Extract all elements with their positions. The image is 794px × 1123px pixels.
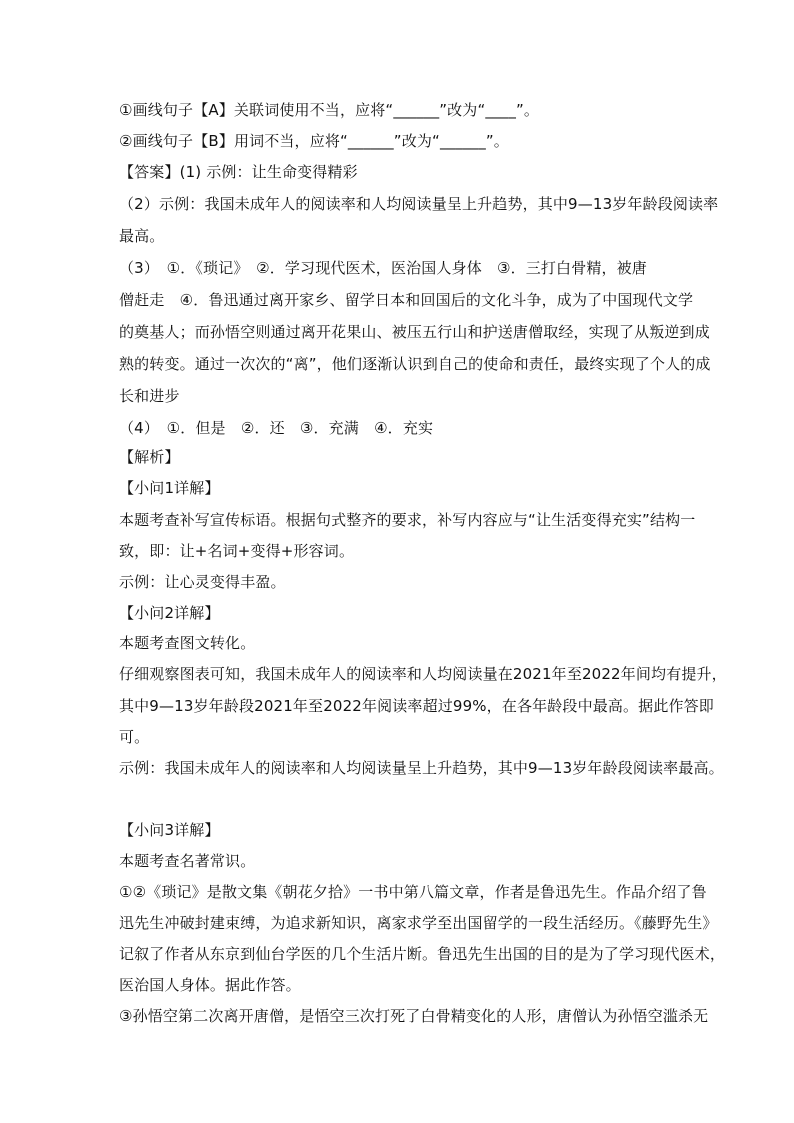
answer-3-line-4: 熟的转变。通过一次次的“离”，他们逐渐认识到自己的使命和责任，最终实现了个人的成 — [119, 355, 711, 373]
answer-4-line: （4） ①．但是 ②．还 ③．充满 ④．充实 — [119, 419, 434, 437]
subquestion-1-line-1: 本题考查补写宣传标语。根据句式整齐的要求，补写内容应与“让生活变得充实”结构一 — [119, 511, 696, 529]
subquestion-2-line-4: 可。 — [119, 728, 150, 746]
answer-2-line-2: 最高。 — [119, 227, 165, 245]
answer-3-line-5: 长和进步 — [119, 387, 180, 405]
subquestion-3-line-3: 迅先生冲破封建束缚，为追求新知识，离家求学至出国留学的一段生活经历。《藤野先生》 — [119, 914, 718, 932]
question-part-b: ②画线句子【B】用词不当，应将“______”改为“______”。 — [119, 132, 509, 150]
subquestion-3-line-6: ③孙悟空第二次离开唐僧，是悟空三次打死了白骨精变化的人形，唐僧认为孙悟空滥杀无 — [119, 1007, 709, 1025]
answer-2-line-1: （2）示例：我国未成年人的阅读率和人均阅读量呈上升趋势，其中9—13岁年龄段阅读率 — [119, 195, 719, 213]
answer-heading-line: 【答案】(1) 示例：让生命变得精彩 — [119, 163, 358, 181]
answer-3-line-3: 的奠基人；而孙悟空则通过离开花果山、被压五行山和护送唐僧取经，实现了从叛逆到成 — [119, 323, 710, 341]
subquestion-2-line-2: 仔细观察图表可知，我国未成年人的阅读率和人均阅读量在2021年至2022年间均有提升， — [119, 665, 727, 683]
answer-3-line-1: （3） ①．《琐记》 ②．学习现代医术，医治国人身体 ③．三打白骨精，被唐 — [119, 259, 647, 277]
subquestion-3-line-1: 本题考查名著常识。 — [119, 852, 256, 870]
subquestion-1-line-2: 致，即：让+名词+变得+形容词。 — [119, 542, 355, 560]
analysis-heading: 【解析】 — [119, 448, 180, 466]
answer-3-line-2: 僧赶走 ④．鲁迅通过离开家乡、留学日本和回国后的文化斗争，成为了中国现代文学 — [119, 291, 694, 309]
subquestion-3-line-5: 医治国人身体。据此作答。 — [119, 976, 301, 994]
subquestion-2-line-1: 本题考查图文转化。 — [119, 634, 256, 652]
question-part-a: ①画线句子【A】关联词使用不当，应将“______”改为“____”。 — [119, 101, 540, 119]
subquestion-2-heading: 【小问2详解】 — [119, 604, 220, 622]
subquestion-2-example: 示例：我国未成年人的阅读率和人均阅读量呈上升趋势，其中9—13岁年龄段阅读率最高。 — [119, 759, 724, 777]
subquestion-3-heading: 【小问3详解】 — [119, 821, 220, 839]
subquestion-3-line-2: ①②《琐记》是散文集《朝花夕拾》一书中第八篇文章，作者是鲁迅先生。作品介绍了鲁 — [119, 883, 707, 901]
subquestion-3-line-4: 记叙了作者从东京到仙台学医的几个生活片断。鲁迅先生出国的目的是为了学习现代医术， — [119, 945, 726, 963]
subquestion-1-example: 示例：让心灵变得丰盈。 — [119, 573, 286, 591]
subquestion-1-heading: 【小问1详解】 — [119, 479, 220, 497]
subquestion-2-line-3: 其中9—13岁年龄段2021年至2022年阅读率超过99%，在各年龄段中最高。据此作答即 — [119, 697, 714, 715]
